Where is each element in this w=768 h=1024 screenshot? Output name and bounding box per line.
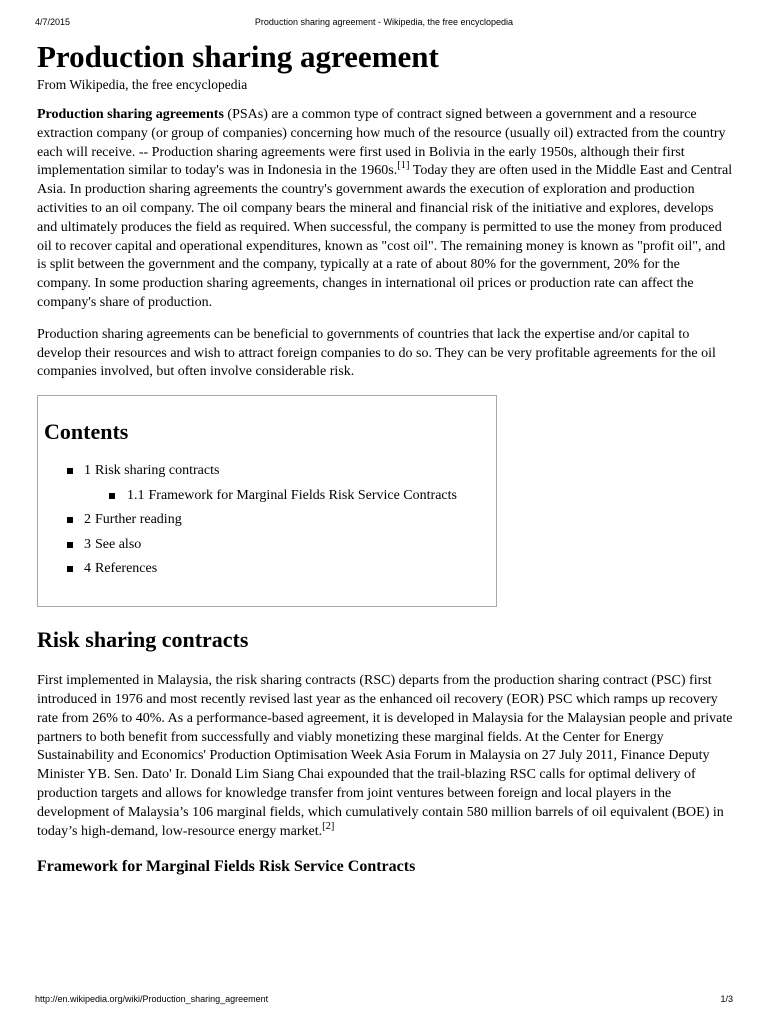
toc-list <box>44 459 496 582</box>
toc-item-label: Framework for Marginal Fields Risk Service Contracts <box>148 487 457 503</box>
toc-item-see-also[interactable] <box>44 533 496 558</box>
reference-link-1[interactable]: [1] <box>397 160 410 172</box>
toc-item-number: 4 <box>84 561 91 577</box>
intro-paragraph <box>37 106 735 313</box>
section-heading-risk-sharing: Risk sharing contracts <box>37 627 249 653</box>
subsection-heading-framework: Framework for Marginal Fields Risk Service Contracts <box>37 858 416 876</box>
toc-item-framework[interactable] <box>44 484 496 509</box>
toc-item-label: Further reading <box>95 512 182 528</box>
bullet-icon <box>67 468 73 474</box>
risk-sharing-text: First implemented in Malaysia, the risk sharing contracts (RSC) departs from the production sharing contract (PSC) first introduced in 1976 and most recently revised last year as the enhanced oil recovery (EOR) PSC which ramps up recovery rate from 26% to 40%. As a performance-based agreement, it is developed in Malaysia for the Malaysian people and private partners to both benefit from successfully and viably monetizing these marginal fields. At the Center for Energy Sustainability and Economics' Production Optimisation Week Asia Forum in Malaysia on 27 July 2011, Finance Deputy Minister YB. Sen. Dato' Ir. Donald Lim Siang Chai expounded that the trail-blazing RSC calls for optimal delivery of production targets and allows for knowledge transfer from joint ventures between foreign and local players in the development of Malaysia’s 106 marginal fields, which cumulatively contain 580 million barrels of oil equivalent (BOE) in today’s high-demand, low-resource energy market. <box>37 673 733 839</box>
bullet-icon <box>67 566 73 572</box>
toc-item-label: See also <box>95 536 142 552</box>
print-url: http://en.wikipedia.org/wiki/Production_sharing_agreement <box>35 994 269 1004</box>
bullet-icon <box>67 517 73 523</box>
risk-sharing-paragraph <box>37 672 735 841</box>
article-content <box>37 38 735 878</box>
page-title: Production sharing agreement <box>37 39 439 74</box>
toc-item-label: Risk sharing contracts <box>95 463 220 479</box>
intro-text-part2: Today they are often used in the Middle East and Central Asia. In production sharing agreements the country's government awards the execution of exploration and production activities to an oil company. The oil company bears the mineral and financial risk of the initiative and explores, develops and ultimately produces the field as required. When successful, the company is permitted to use the money from produced oil to recover capital and operational expenditures, known as "cost oil". The remaining money is known as "profit oil", and is split between the government and the company, typically at a rate of about 80% for the government, 20% for the company. In some production sharing agreements, changes in international oil prices or production rate can affect the company's share of production. <box>37 163 733 310</box>
toc-item-number: 2 <box>84 512 91 528</box>
table-of-contents <box>37 395 497 607</box>
site-tagline: From Wikipedia, the free encyclopedia <box>37 77 248 92</box>
bold-term: Production sharing agreements <box>37 107 224 122</box>
print-page-title: Production sharing agreement - Wikipedia, the free encyclopedia <box>254 17 514 27</box>
toc-item-number: 1 <box>84 463 91 479</box>
second-paragraph: Production sharing agreements can be beneficial to governments of countries that lack the expertise and/or capital to develop their resources and wish to attract foreign companies to do so. They can be very profitable agreements for the oil companies involved, but often involve considerable risk. <box>37 326 716 380</box>
bullet-icon <box>67 542 73 548</box>
toc-item-references[interactable] <box>44 557 496 582</box>
bullet-icon <box>109 493 115 499</box>
toc-item-risk-sharing-contracts[interactable] <box>44 459 496 484</box>
print-footer <box>35 994 733 1008</box>
print-header <box>35 17 733 31</box>
print-page-number: 1/3 <box>720 994 733 1004</box>
reference-link-2[interactable]: [2] <box>322 820 335 832</box>
toc-item-further-reading[interactable] <box>44 508 496 533</box>
toc-item-label: References <box>95 561 158 577</box>
toc-item-number: 3 <box>84 536 91 552</box>
intro-text-part1: (PSAs) are a common type of contract signed between a government and a resource extraction company (or group of companies) concerning how much of the resource (usually oil) extracted from the country each will receive. -- Production sharing agreements were first used in Bolivia in the early 1950s, although their first implementation similar to today's was in Indonesia in the 1960s. <box>37 107 726 179</box>
toc-item-number: 1.1 <box>127 487 145 503</box>
toc-title: Contents <box>44 419 129 445</box>
print-date: 4/7/2015 <box>35 17 71 27</box>
